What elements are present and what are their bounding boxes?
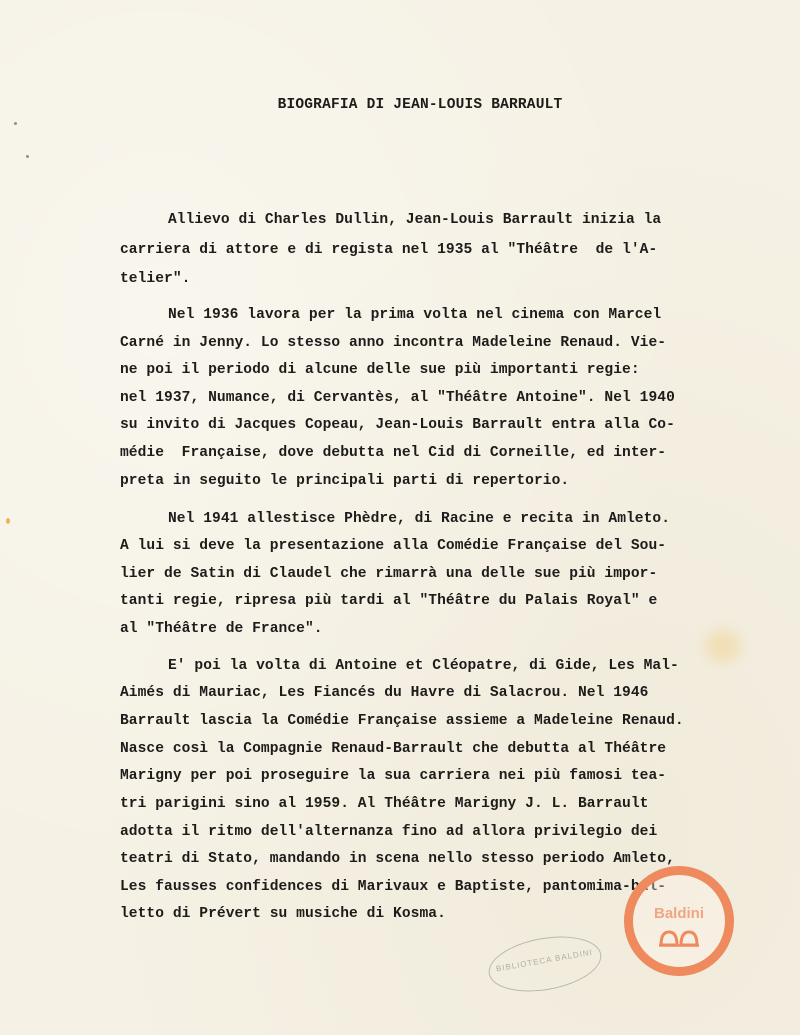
logo-text: Baldini [653, 905, 704, 922]
text-line: A lui si deve la presentazione alla Comédie Française del Sou- [120, 538, 667, 554]
text-line: teatri di Stato, mandando in scena nello stesso periodo Amleto, [120, 851, 675, 867]
text-line: carriera di attore e di regista nel 1935 al "Théâtre de l'A- [120, 242, 658, 258]
library-logo [624, 866, 734, 976]
text-line: Nel 1941 allestisce Phèdre, di Racine e recita in Amleto. [168, 511, 671, 527]
text-line: Nel 1936 lavora per la prima volta nel cinema con Marcel [168, 307, 662, 323]
text-line: adotta il ritmo dell'alternanza fino ad allora privilegio dei [120, 824, 658, 840]
text-line: nel 1937, Numance, di Cervantès, al "Théâtre Antoine". Nel 1940 [120, 390, 675, 406]
text-line: letto di Prévert su musiche di Kosma. [120, 906, 446, 922]
text-line: Marigny per poi proseguire la sua carriera nei più famosi tea- [120, 768, 667, 784]
text-line: lier de Satin di Claudel che rimarrà una delle sue più impor- [120, 566, 658, 582]
text-line: Aimés di Mauriac, Les Fiancés du Havre di Salacrou. Nel 1946 [120, 685, 649, 701]
text-line: Nasce così la Compagnie Renaud-Barrault che debutta al Théâtre [120, 741, 667, 757]
open-book-icon [659, 929, 699, 947]
text-line: E' poi la volta di Antoine et Cléopatre, di Gide, Les Mal- [168, 658, 679, 674]
text-line: su invito di Jacques Copeau, Jean-Louis Barrault entra alla Co- [120, 417, 675, 433]
text-line: Allievo di Charles Dullin, Jean-Louis Barrault inizia la [168, 212, 662, 228]
document-title: BIOGRAFIA DI JEAN-LOUIS BARRAULT [277, 97, 563, 113]
text-line: tanti regie, ripresa più tardi al "Théâtre du Palais Royal" e [120, 593, 658, 609]
stamp-text: BIBLIOTECA BALDINI [495, 947, 594, 974]
text-line: ne poi il periodo di alcune delle sue più importanti regie: [120, 362, 640, 378]
paper-speck [6, 518, 10, 524]
text-line: preta in seguito le principali parti di repertorio. [120, 473, 570, 489]
paper-speck [26, 155, 29, 158]
text-line: al "Théâtre de France". [120, 621, 323, 637]
text-line: Les fausses confidences di Marivaux e Baptiste, pantomima-bal- [120, 879, 667, 895]
library-stamp [484, 928, 605, 999]
text-line: telier". [120, 271, 191, 287]
text-line: médie Française, dove debutta nel Cid di Corneille, ed inter- [120, 445, 667, 461]
paper-speck [14, 122, 17, 125]
text-line: Carné in Jenny. Lo stesso anno incontra Madeleine Renaud. Vie- [120, 335, 667, 351]
text-line: tri parigini sino al 1959. Al Théâtre Marigny J. L. Barrault [120, 796, 649, 812]
paper-stain [705, 630, 741, 662]
text-line: Barrault lascia la Comédie Française assieme a Madeleine Renaud. [120, 713, 684, 729]
